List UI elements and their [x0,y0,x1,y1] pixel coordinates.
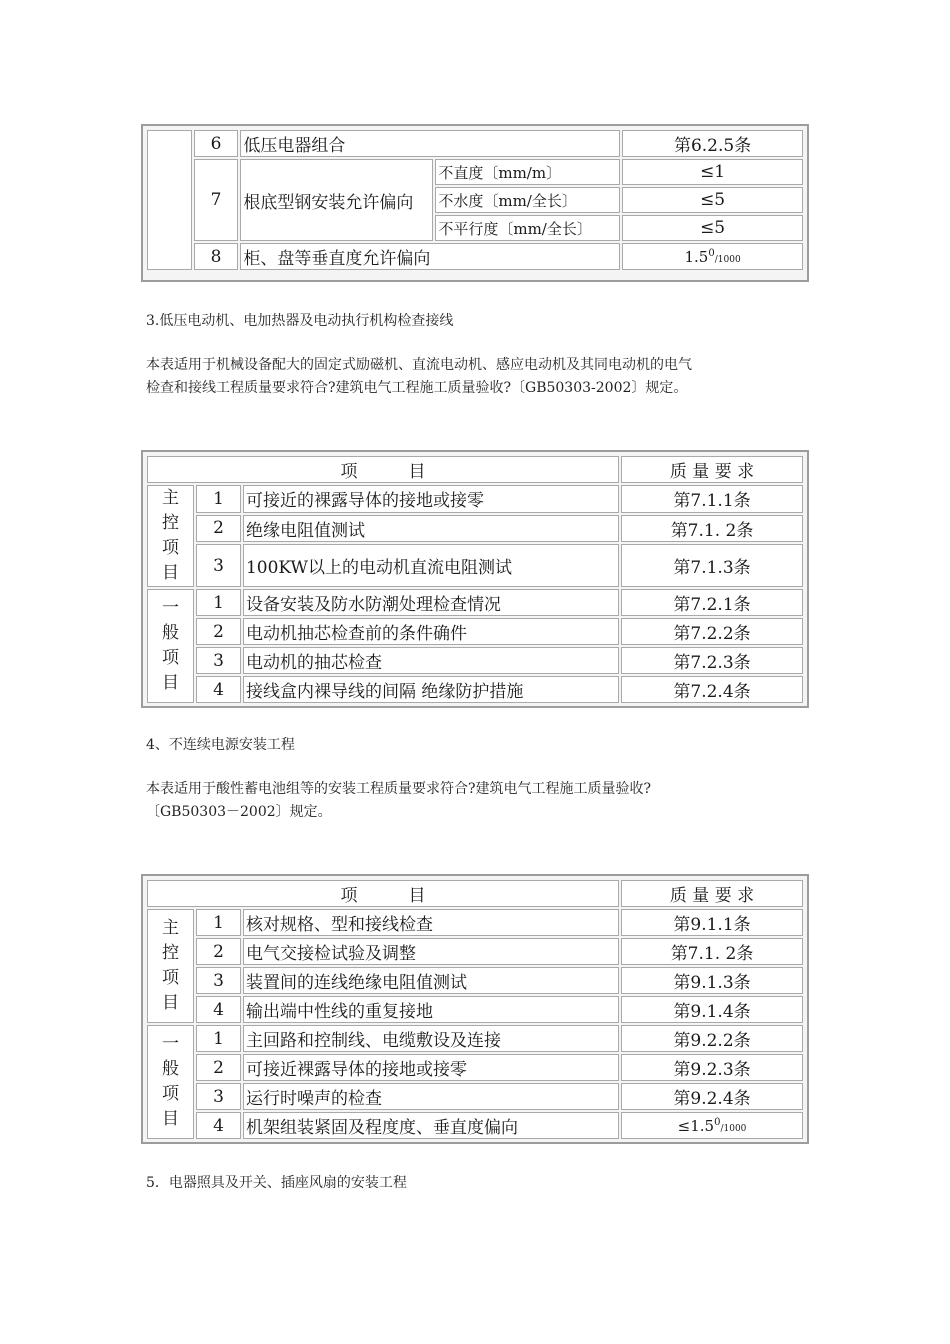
row-number: 3 [196,967,241,994]
row-number: 7 [194,159,239,241]
table-row [147,130,803,157]
requirement-text: ≤5 [622,215,803,241]
row-number: 1 [196,589,241,616]
table-row [147,1112,803,1139]
row-number: 4 [196,996,241,1023]
requirement-text: ≤1 [622,159,803,185]
group-char: 一 [162,1034,179,1054]
requirement-text [622,243,803,270]
requirement-text: 第7.1. 2条 [621,938,803,965]
header-requirement: 质 量 要 求 [621,456,803,483]
requirement-text: 第9.2.4条 [621,1083,803,1110]
item-text: 柜、盘等垂直度允许偏向 [240,243,620,270]
group-char: 项 [162,648,179,668]
requirement-text: 第9.1.1条 [621,909,803,936]
header-item: 项 目 [147,456,619,483]
group-char: 目 [162,563,179,583]
row-number: 1 [196,909,241,936]
group-char: 项 [162,1084,179,1104]
requirement-text: 第7.2.4条 [621,676,803,703]
group-char: 项 [162,538,179,558]
item-text: 核对规格、型和接线检查 [243,909,619,936]
sub-item-text: 不水度〔mm/全长〕 [435,187,620,213]
table-row [147,618,803,645]
item-text: 可接近裸露导体的接地或接零 [243,1054,619,1081]
requirement-text: 第7.2.1条 [621,589,803,616]
row-number: 1 [196,1025,241,1052]
row-number: 4 [196,676,241,703]
table-row [147,1025,803,1052]
requirement-text: 第9.2.2条 [621,1025,803,1052]
row-number: 2 [196,618,241,645]
general-group-label [147,589,194,703]
group-char: 目 [162,1109,179,1129]
table-row [147,938,803,965]
table-row [147,647,803,674]
requirement-value: ≤1.5 [677,1116,715,1135]
section3-paragraph-line1: 本表适用于机械设备配大的固定式励磁机、直流电动机、感应电动机及其同电动机的电气 [146,357,692,373]
header-item: 项 目 [147,880,619,907]
item-text: 可接近的裸露导体的接地或接零 [243,485,619,513]
main-control-group-label [147,909,194,1023]
row-number: 3 [196,544,241,587]
group-char: 目 [162,673,179,693]
section4-heading: 4、不连续电源安装工程 [146,737,295,753]
requirement-value: 1.5 [684,247,709,266]
requirement-denominator: /1000 [714,254,741,265]
row-number: 8 [194,243,239,270]
main-control-group-label [147,485,194,587]
requirement-text: 第7.1.3条 [621,544,803,587]
general-group-label [147,1025,194,1139]
table1-grid [145,128,805,272]
requirement-superscript: 0 [714,1116,721,1128]
group-char: 般 [162,1059,179,1079]
requirement-text: 第7.1.1条 [621,485,803,513]
requirement-denominator: /1000 [720,1123,747,1134]
row-number: 6 [194,130,239,157]
item-text: 电气交接检试验及调整 [243,938,619,965]
section3-paragraph-line2: 检查和接线工程质量要求符合?建筑电气工程施工质量验收?〔GB50303-2002〕规定。 [146,380,688,396]
section3-heading: 3.低压电动机、电加热器及电动执行机构检查接线 [146,313,454,329]
table-row [147,909,803,936]
section5-heading: 5．电器照具及开关、插座风扇的安装工程 [146,1175,407,1191]
requirement-text: 第9.2.3条 [621,1054,803,1081]
item-text: 主回路和控制线、电缆敷设及连接 [243,1025,619,1052]
item-text: 电动机抽芯检查前的条件确件 [243,618,619,645]
table-header-row [147,456,803,483]
table-ups-installation [141,874,809,1144]
table-row [147,243,803,270]
item-text: 运行时噪声的检查 [243,1083,619,1110]
group-cell [147,130,192,270]
requirement-text [621,1112,803,1139]
item-text: 输出端中性线的重复接地 [243,996,619,1023]
table-row [147,1083,803,1110]
item-text: 设备安装及防水防潮处理检查情况 [243,589,619,616]
table-row [147,996,803,1023]
item-text: 接线盒内裸导线的间隔 绝缘防护措施 [243,676,619,703]
row-number: 2 [196,515,241,543]
item-text: 根底型钢安装允许偏向 [240,159,433,241]
requirement-text: 第9.1.3条 [621,967,803,994]
table-row [147,676,803,703]
requirement-text: 第9.1.4条 [621,996,803,1023]
table-row [147,1054,803,1081]
group-char: 控 [162,943,179,963]
group-char: 控 [162,513,179,533]
item-text: 100KW以上的电动机直流电阻测试 [243,544,619,587]
header-requirement: 质 量 要 求 [621,880,803,907]
item-text: 低压电器组合 [240,130,620,157]
item-text: 装置间的连线绝缘电阻值测试 [243,967,619,994]
sub-item-text: 不平行度〔mm/全长〕 [435,215,620,241]
row-number: 2 [196,1054,241,1081]
item-text: 绝缘电阻值测试 [243,515,619,543]
row-number: 4 [196,1112,241,1139]
table-header-row [147,880,803,907]
group-char: 主 [162,488,179,508]
requirement-text: ≤5 [622,187,803,213]
group-char: 主 [162,918,179,938]
table-row [147,159,803,185]
table-row [147,544,803,587]
item-text: 机架组装紧固及程度度、垂直度偏向 [243,1112,619,1139]
requirement-text: 第7.2.2条 [621,618,803,645]
group-char: 目 [162,993,179,1013]
table2-grid [145,454,805,705]
requirement-superscript: 0 [708,247,715,259]
row-number: 2 [196,938,241,965]
table-row [147,967,803,994]
group-char: 一 [162,598,179,618]
table-low-voltage-components [141,124,809,282]
section4-paragraph-line2: 〔GB50303－2002〕规定。 [146,804,332,820]
sub-item-text: 不直度〔mm/m〕 [435,159,620,185]
group-char: 项 [162,968,179,988]
group-char: 般 [162,623,179,643]
requirement-text: 第6.2.5条 [622,130,803,157]
requirement-text: 第7.1. 2条 [621,515,803,543]
table-row [147,589,803,616]
row-number: 3 [196,1083,241,1110]
table3-grid [145,878,805,1141]
section4-paragraph-line1: 本表适用于酸性蓄电池组等的安装工程质量要求符合?建筑电气工程施工质量验收? [146,781,652,797]
table-row [147,485,803,513]
row-number: 3 [196,647,241,674]
requirement-text: 第7.2.3条 [621,647,803,674]
row-number: 1 [196,485,241,513]
table-motor-inspection [141,450,809,708]
item-text: 电动机的抽芯检查 [243,647,619,674]
table-row [147,515,803,543]
